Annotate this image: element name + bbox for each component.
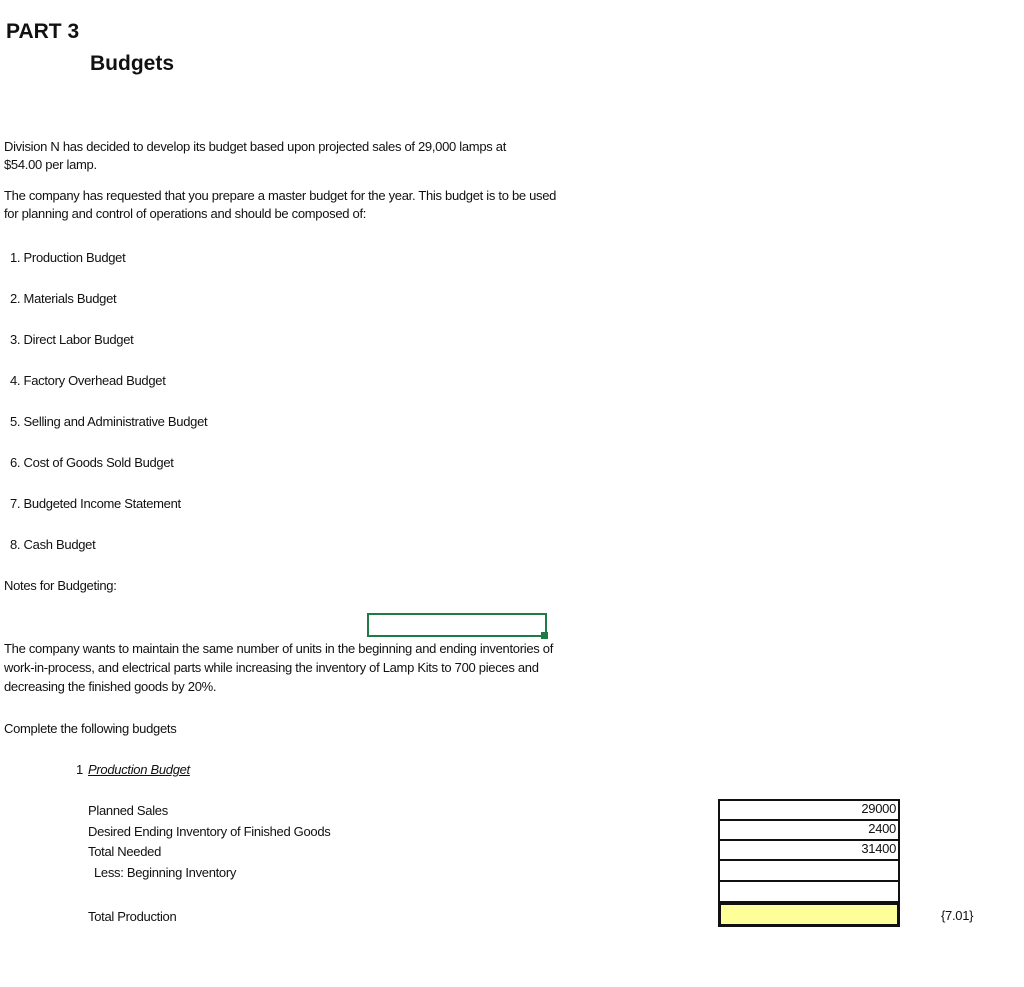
reference-code: {7.01} [941,908,974,923]
budget-list-item: 7. Budgeted Income Statement [10,496,181,511]
intro-text: for planning and control of operations and should be composed of: [4,206,367,221]
budget-list-item: 6. Cost of Goods Sold Budget [10,455,174,470]
ending-inventory-cell[interactable]: 2400 [718,819,900,841]
part-label: PART 3 [6,20,80,43]
budget-list-item: 1. Production Budget [10,250,126,265]
budget-list-item: 4. Factory Overhead Budget [10,373,166,388]
row-label: Total Needed [88,844,162,859]
budget-list-item: 8. Cash Budget [10,537,96,552]
section-number: 1 [76,762,83,777]
total-production-input[interactable] [718,902,900,927]
blank-cell[interactable] [718,880,900,903]
budget-list-item: 3. Direct Labor Budget [10,332,134,347]
row-label: Total Production [88,909,177,924]
total-needed-cell[interactable]: 31400 [718,839,900,861]
row-label: Desired Ending Inventory of Finished Goods [88,824,331,839]
intro-text: Division N has decided to develop its budget based upon projected sales of 29,000 lamps at [4,139,507,154]
intro-text: The company has requested that you prepare a master budget for the year. This budget is to be used [4,188,557,203]
planned-sales-cell[interactable]: 29000 [718,799,900,821]
fill-handle[interactable] [541,632,548,639]
selected-cell[interactable] [367,613,547,637]
budget-list-item: 2. Materials Budget [10,291,117,306]
notes-text: decreasing the finished goods by 20%. [4,679,217,694]
section-title: Production Budget [88,762,190,777]
row-label: Planned Sales [88,803,168,818]
beginning-inventory-cell[interactable] [718,859,900,882]
page-title: Budgets [90,52,174,75]
budget-list-item: 5. Selling and Administrative Budget [10,414,208,429]
intro-text: $54.00 per lamp. [4,157,97,172]
notes-label: Notes for Budgeting: [4,578,117,593]
row-label: Less: Beginning Inventory [94,865,237,880]
notes-text: work-in-process, and electrical parts while increasing the inventory of Lamp Kits to 700 pieces and [4,660,539,675]
instructions: Complete the following budgets [4,721,177,736]
notes-text: The company wants to maintain the same number of units in the beginning and ending inventories of [4,641,554,656]
